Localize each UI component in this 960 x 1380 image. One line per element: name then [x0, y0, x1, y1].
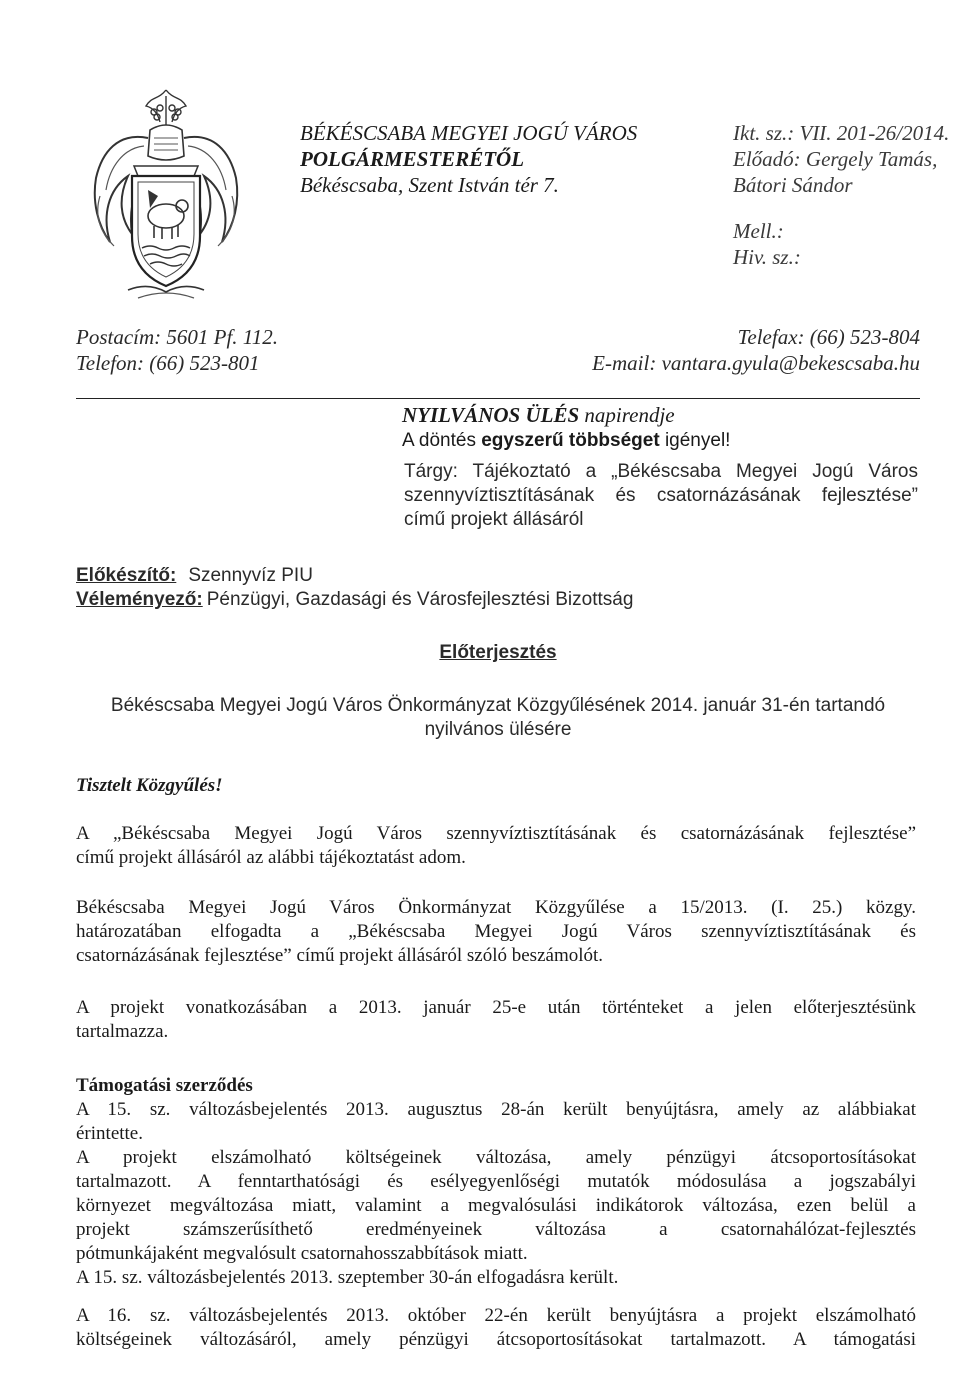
section-heading: Támogatási szerződés [76, 1075, 253, 1096]
decision-suffix: igényel! [659, 430, 731, 451]
decision-prefix: A döntés [402, 430, 482, 451]
reviewer-value: Pénzügyi, Gazdasági és Városfejlesztési Bizottság [206, 589, 634, 610]
preparer-label: Előkészítő: [76, 565, 177, 586]
agenda-label: napirendje [579, 403, 675, 427]
addressee [76, 694, 920, 742]
section-line: A projekt elszámolható költségeinek változása, amely pénzügyi átcsoportosításokat [76, 1147, 916, 1168]
salutation: Tisztelt Közgyűlés! [76, 775, 223, 796]
paragraph-line: Békéscsaba Megyei Jogú Város Önkormányzat Közgyűlése a 15/2013. (I. 25.) közgy. [76, 897, 916, 918]
subject-line: című projekt állásáról [404, 509, 584, 530]
coat-of-arms-emblem [88, 86, 244, 306]
paragraph-line: határozatában elfogadta a „Békéscsaba Megyei Jogú Város szennyvíztisztításának és [76, 921, 916, 942]
paragraph-project [76, 996, 916, 1044]
org-header [300, 120, 720, 198]
addressee-line: nyilvános ülésére [424, 719, 572, 740]
document-title: Előterjesztés [439, 642, 557, 663]
paragraph-line: A projekt vonatkozásában a 2013. január 25-e után történteket a jelen előterjesztésünk [76, 997, 916, 1018]
paragraph-intro [76, 822, 916, 870]
contact-right [520, 324, 920, 376]
paragraph-line: című projekt állásáról az alábbi tájékoztatást adom. [76, 847, 466, 868]
section-line: költségeinek változásáról, amely pénzügyi átcsoportosításokat tartalmazott. A támogatási [76, 1329, 916, 1350]
paragraph-line: tartalmazza. [76, 1021, 169, 1042]
org-office: POLGÁRMESTERÉTŐL [300, 147, 525, 171]
section-body [76, 1098, 916, 1290]
section-line: tartalmazott. A fenntarthatósági és esélyegyenlőségi mutatók módosulása a jogszabályi [76, 1171, 916, 1192]
reference-number: Hiv. sz.: [733, 245, 801, 269]
org-address: Békéscsaba, Szent István tér 7. [300, 173, 559, 197]
section-line: érintette. [76, 1123, 143, 1144]
file-number: Ikt. sz.: VII. 201-26/2014. [733, 121, 950, 145]
roles-block [76, 564, 876, 612]
presenter-line2: Bátori Sándor [733, 173, 853, 197]
section-body-continued [76, 1304, 916, 1352]
section-line: környezet megváltozása miatt, valamint a megvalósulási indikátorok változása, ezen belül a [76, 1195, 916, 1216]
email: E-mail: vantara.gyula@bekescsaba.hu [592, 351, 920, 375]
section-line: A 15. sz. változásbejelentés 2013. szeptember 30-án elfogadásra került. [76, 1267, 619, 1288]
majority-requirement: egyszerű többséget [481, 430, 660, 451]
reviewer-label: Véleményező: [76, 589, 203, 610]
section-line: pótmunkájaként megvalósult csatornahosszabbítások miatt. [76, 1243, 528, 1264]
paragraph-line: A „Békéscsaba Megyei Jogú Város szennyvíztisztításának és csatornázásának fejlesztése” [76, 823, 916, 844]
paragraph-line: csatornázásának fejlesztése” című projekt állásáról szóló beszámolót. [76, 945, 604, 966]
fax: Telefax: (66) 523-804 [737, 325, 920, 349]
addressee-line: Békéscsaba Megyei Jogú Város Önkormányzat Közgyűlésének 2014. január 31-én tartandó [110, 695, 886, 716]
section-line: A 15. sz. változásbejelentés 2013. augusztus 28-án került benyújtásra, amely az alábbiakat [76, 1099, 916, 1120]
header-divider [76, 398, 920, 399]
subject-line: Tárgy: Tájékoztató a „Békéscsaba Megyei Jogú Város [404, 461, 918, 482]
postal-address: Postacím: 5601 Pf. 112. [76, 325, 279, 349]
preparer-value: Szennyvíz PIU [188, 565, 313, 586]
presenter-line1: Előadó: Gergely Tamás, [733, 147, 938, 171]
session-notice [402, 402, 902, 454]
reference-block [733, 120, 958, 270]
attachments: Mell.: [733, 219, 784, 243]
org-name: BÉKÉSCSABA MEGYEI JOGÚ VÁROS [300, 121, 638, 145]
paragraph-resolution [76, 896, 916, 968]
section-line: A 16. sz. változásbejelentés 2013. október 22-én került benyújtásra a projekt elszámolható [76, 1305, 916, 1326]
contact-left [76, 324, 476, 376]
subject-block [404, 460, 918, 532]
public-session-label: NYILVÁNOS ÜLÉS [402, 403, 580, 427]
section-line: projekt számszerűsíthető eredményeinek változása a csatornahálózat-fejlesztés [76, 1219, 916, 1240]
subject-line: szennyvíztisztításának és csatornázásának fejlesztése” [404, 485, 918, 506]
phone: Telefon: (66) 523-801 [76, 351, 260, 375]
